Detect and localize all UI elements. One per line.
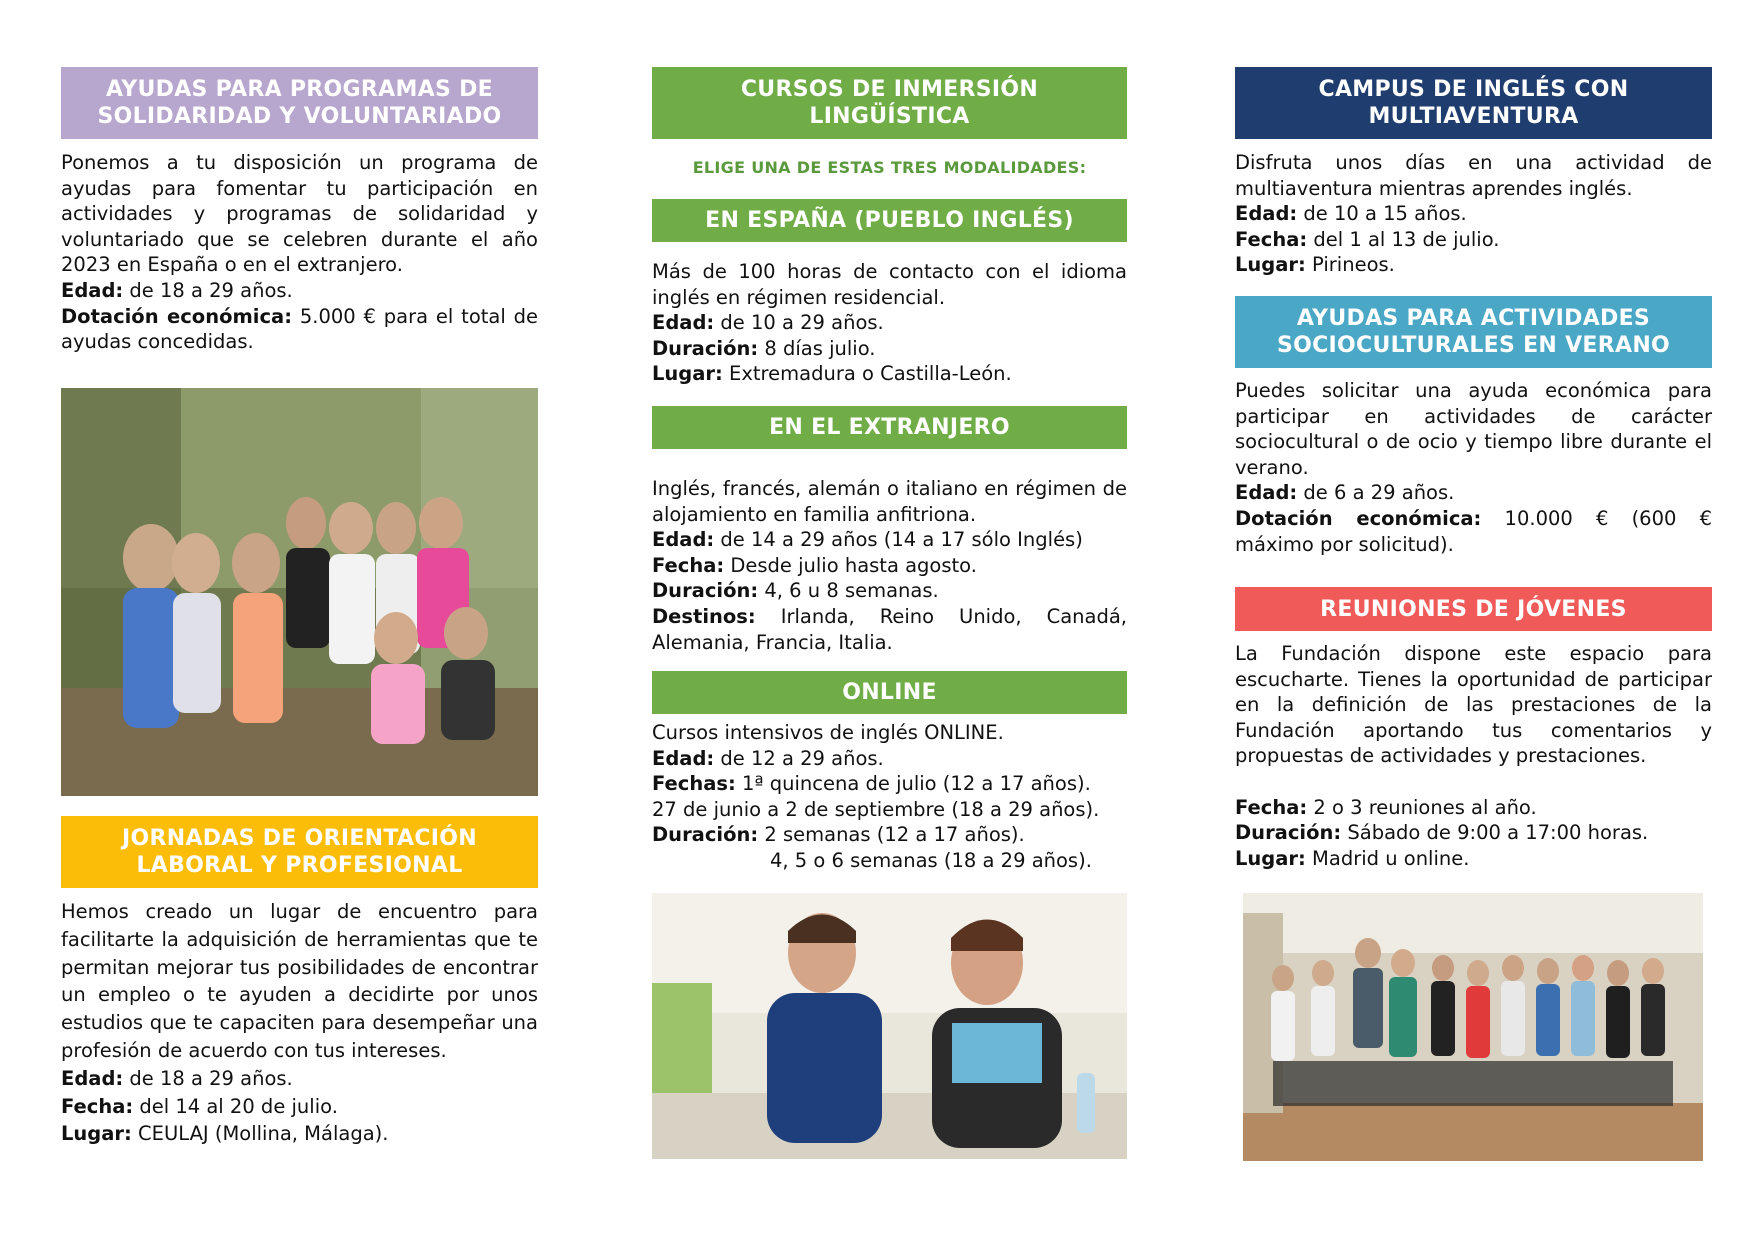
lugar-value: Pirineos. (1305, 253, 1395, 277)
orientacion-header (61, 816, 538, 888)
orientacion-edad (61, 1065, 538, 1093)
online-duracion (652, 822, 1127, 848)
extranjero-title: EN EL EXTRANJERO (769, 415, 1010, 440)
lugar-value: Madrid u online. (1305, 846, 1470, 870)
duracion-label: Duración: (652, 823, 759, 847)
solidaridad-edad (61, 278, 538, 304)
destinos-label: Destinos: (652, 604, 756, 628)
online-header (652, 671, 1127, 714)
edad-label: Edad: (61, 1066, 124, 1090)
espana-lugar (652, 361, 1127, 387)
edad-value: de 12 a 29 años. (714, 746, 884, 770)
fecha-value: del 14 al 20 de julio. (133, 1094, 338, 1118)
lugar-label: Lugar: (1235, 253, 1306, 277)
orientacion-lugar (61, 1120, 538, 1148)
reuniones-spacer (1235, 769, 1712, 795)
socioculturales-edad (1235, 480, 1712, 506)
dotacion-label: Dotación económica: (61, 304, 293, 328)
duracion-value-1: 2 semanas (12 a 17 años). (758, 823, 1025, 847)
fecha-label: Fecha: (61, 1094, 134, 1118)
fechas-label: Fechas: (652, 772, 736, 796)
extranjero-header (652, 406, 1127, 449)
solidaridad-title-line1: AYUDAS PARA PROGRAMAS DE (106, 77, 493, 102)
reuniones-title: REUNIONES DE JÓVENES (1320, 596, 1627, 622)
solidaridad-header (61, 67, 538, 139)
duracion-label: Duración: (652, 336, 759, 360)
orientacion-body: Hemos creado un lugar de encuentro para facilitarte la adquisición de herramientas que te permitan mejorar tus posibilidades de encontrar un empleo o te ayuden a decidirte por unos estudios que te capaciten para desempeñar una profesión de acuerdo con tus intereses. (61, 900, 538, 1062)
orientacion-title-line1: JORNADAS DE ORIENTACIÓN (122, 826, 477, 851)
orientacion-fecha (61, 1093, 538, 1121)
online-title: ONLINE (842, 680, 937, 705)
solidaridad-title-line2: SOLIDARIDAD Y VOLUNTARIADO (97, 104, 502, 129)
dotacion-value: 5.000 € para el total de ayudas concedidas. (61, 304, 538, 354)
campus-section (1235, 150, 1712, 278)
espana-section (652, 259, 1127, 387)
campus-fecha (1235, 227, 1712, 253)
online-edad (652, 746, 1127, 772)
espana-title: EN ESPAÑA (PUEBLO INGLÉS) (705, 208, 1074, 233)
socioculturales-title-line2: SOCIOCULTURALES EN VERANO (1276, 333, 1671, 358)
fecha-label: Fecha: (652, 553, 725, 577)
edad-label: Edad: (1235, 202, 1298, 226)
campus-title-line1: CAMPUS DE INGLÉS CON (1318, 77, 1629, 102)
fecha-label: Fecha: (1235, 227, 1308, 251)
reuniones-group-photo (1243, 893, 1703, 1161)
edad-label: Edad: (652, 528, 715, 552)
solidaridad-dotacion (61, 304, 538, 355)
fecha-value: 2 o 3 reuniones al año. (1307, 795, 1537, 819)
duracion-label: Duración: (652, 579, 759, 603)
online-body: Cursos intensivos de inglés ONLINE. (652, 721, 1004, 744)
online-fechas-2: 27 de junio a 2 de septiembre (18 a 29 años). (652, 797, 1100, 821)
solidaridad-group-photo (61, 388, 538, 796)
socioculturales-section (1235, 378, 1712, 557)
edad-value: de 18 a 29 años. (123, 278, 293, 302)
lugar-label: Lugar: (652, 362, 723, 386)
online-section (652, 720, 1127, 874)
campus-title-line2: MULTIAVENTURA (1368, 104, 1579, 129)
lugar-value: Extremadura o Castilla-León. (722, 362, 1012, 386)
extranjero-fecha (652, 553, 1127, 579)
solidaridad-body: Ponemos a tu disposición un programa de ayudas para fomentar tu participación en actividades y programas de solidaridad y voluntariado que se celebren durante el año 2023 en España o en el extranjero. (61, 151, 538, 277)
solidaridad-section (61, 150, 538, 355)
extranjero-section (652, 476, 1127, 655)
online-fechas (652, 771, 1127, 797)
inmersion-title-line2: LINGÜÍSTICA (809, 104, 970, 129)
edad-value: de 14 a 29 años (14 a 17 sólo Inglés) (714, 528, 1083, 552)
online-duracion-2: 4, 5 o 6 semanas (18 a 29 años). (770, 848, 1092, 872)
online-course-photo (652, 893, 1127, 1159)
campus-body: Disfruta unos días en una actividad de multiaventura mientras aprendes inglés. (1235, 151, 1712, 200)
reuniones-lugar (1235, 846, 1712, 872)
edad-value: de 10 a 15 años. (1297, 202, 1467, 226)
fechas-value-1: 1ª quincena de julio (12 a 17 años). (735, 772, 1091, 796)
fecha-label: Fecha: (1235, 795, 1308, 819)
edad-label: Edad: (652, 746, 715, 770)
campus-edad (1235, 201, 1712, 227)
fecha-value: del 1 al 13 de julio. (1307, 227, 1500, 251)
inmersion-title-line1: CURSOS DE INMERSIÓN (740, 77, 1039, 102)
socioculturales-title-line1: AYUDAS PARA ACTIVIDADES (1296, 306, 1651, 331)
fecha-value: Desde julio hasta agosto. (724, 553, 977, 577)
duracion-label: Duración: (1235, 821, 1342, 845)
destinos-value: Irlanda, Reino Unido, Canadá, Alemania, Francia, Italia. (652, 604, 1127, 654)
lugar-label: Lugar: (61, 1122, 132, 1146)
dotacion-label: Dotación económica: (1235, 506, 1482, 530)
extranjero-destinos (652, 604, 1127, 655)
reuniones-body: La Fundación dispone este espacio para escucharte. Tienes la oportunidad de participar en la definición de las prestaciones de la Fundación aportando tus comentarios y propuestas de actividades y prestaciones. (1235, 642, 1712, 768)
edad-label: Edad: (1235, 481, 1298, 505)
inmersion-header (652, 67, 1127, 139)
espana-edad (652, 310, 1127, 336)
edad-value: de 10 a 29 años. (714, 311, 884, 335)
campus-header (1235, 67, 1712, 139)
inmersion-subtitle: ELIGE UNA DE ESTAS TRES MODALIDADES: (692, 158, 1087, 177)
espana-header (652, 199, 1127, 242)
espana-duracion (652, 336, 1127, 362)
orientacion-section (61, 898, 538, 1148)
extranjero-body: Inglés, francés, alemán o italiano en régimen de alojamiento en familia anfitriona. (652, 477, 1127, 526)
duracion-value: Sábado de 9:00 a 17:00 horas. (1341, 821, 1649, 845)
lugar-label: Lugar: (1235, 846, 1306, 870)
reuniones-header (1235, 587, 1712, 631)
duracion-value: 4, 6 u 8 semanas. (758, 579, 939, 603)
socioculturales-dotacion (1235, 506, 1712, 557)
duracion-value: 8 días julio. (758, 336, 876, 360)
campus-lugar (1235, 252, 1712, 278)
orientacion-title-line2: LABORAL Y PROFESIONAL (136, 853, 463, 878)
reuniones-duracion (1235, 820, 1712, 846)
socioculturales-body: Puedes solicitar una ayuda económica para participar en actividades de carácter sociocultural o de ocio y tiempo libre durante el verano. (1235, 379, 1712, 479)
extranjero-duracion (652, 578, 1127, 604)
espana-body: Más de 100 horas de contacto con el idioma inglés en régimen residencial. (652, 260, 1127, 309)
edad-label: Edad: (652, 311, 715, 335)
reuniones-fecha (1235, 795, 1712, 821)
edad-value: de 18 a 29 años. (123, 1066, 293, 1090)
reuniones-section (1235, 641, 1712, 871)
dotacion-value: 10.000 € (600 € máximo por solicitud). (1235, 506, 1712, 556)
edad-value: de 6 a 29 años. (1297, 481, 1455, 505)
extranjero-edad (652, 527, 1127, 553)
edad-label: Edad: (61, 278, 124, 302)
socioculturales-header (1235, 296, 1712, 368)
lugar-value: CEULAJ (Mollina, Málaga). (131, 1122, 389, 1146)
